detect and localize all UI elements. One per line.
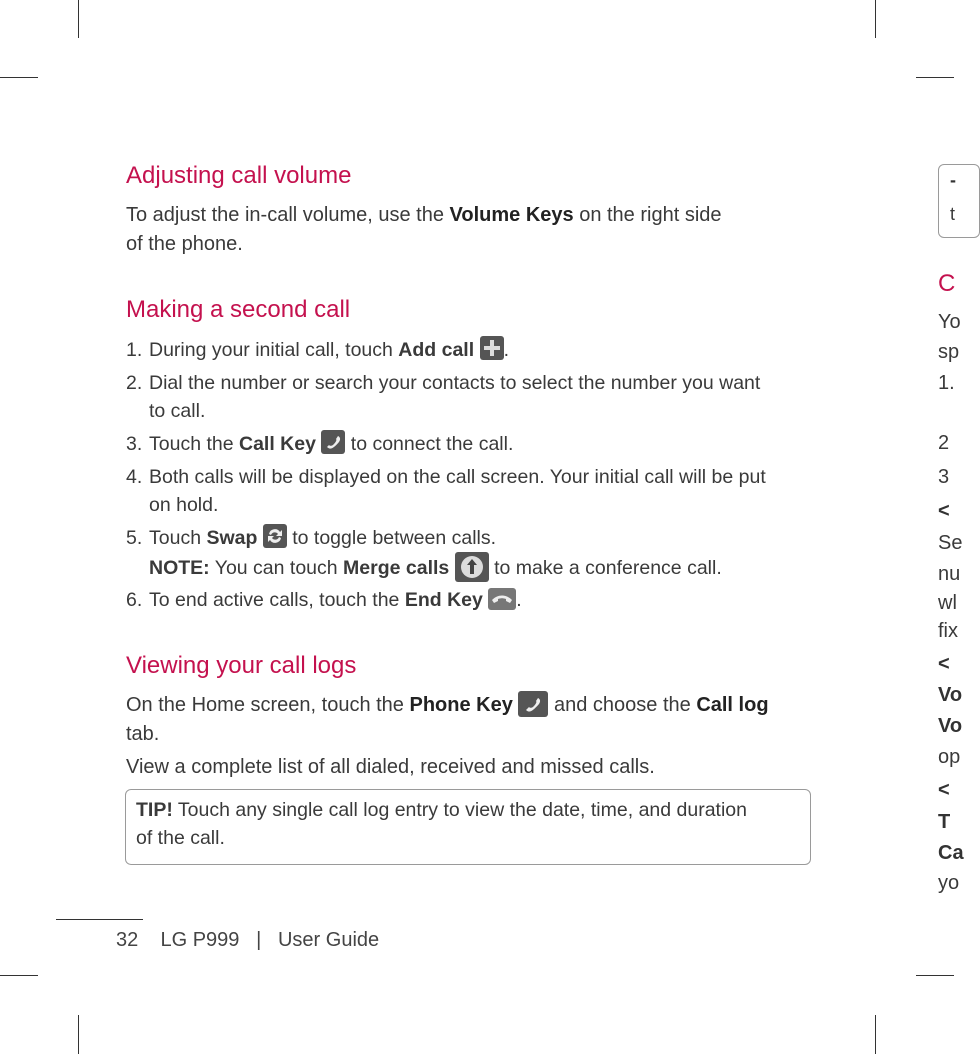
- section-title-volume: Adjusting call volume: [126, 162, 352, 189]
- crop-mark: [916, 975, 954, 976]
- section-title-second-call: Making a second call: [126, 296, 351, 323]
- fragment: wl: [938, 592, 957, 614]
- fragment: sp: [938, 341, 960, 363]
- list-item: 5. Touch Swap to toggle between calls. NOTE: You can touch Merge calls to make a conference call.: [126, 524, 816, 580]
- crop-mark: [78, 0, 79, 38]
- crop-mark: [916, 77, 954, 78]
- crop-mark: [0, 975, 38, 976]
- fragment: yo: [938, 872, 960, 894]
- next-page-tip-box: [938, 164, 980, 238]
- fragment: t: [950, 204, 956, 224]
- crop-mark: [875, 0, 876, 38]
- fragment: op: [938, 746, 961, 768]
- footer-rule: [56, 919, 143, 920]
- fragment: Vo: [938, 715, 963, 737]
- section-title-call-logs: Viewing your call logs: [126, 652, 357, 679]
- add-call-icon: [480, 336, 504, 360]
- fragment: 2: [938, 432, 950, 454]
- fragment: <: [938, 779, 950, 801]
- list-item: 1. During your initial call, touch Add call .: [126, 336, 816, 364]
- volume-paragraph: To adjust the in-call volume, use the Volume Keys on the right side of the phone.: [126, 204, 722, 255]
- merge-calls-icon: [455, 552, 489, 582]
- note-label: NOTE:: [149, 557, 210, 579]
- list-item: 3. Touch the Call Key to connect the call.: [126, 430, 816, 458]
- fragment: 3: [938, 466, 950, 488]
- fragment: fix: [938, 620, 958, 642]
- list-item: 2. Dial the number or search your contacts to select the number you want to call.: [126, 372, 761, 422]
- fragment: <: [938, 653, 950, 675]
- fragment-heading: C: [938, 270, 956, 297]
- swap-icon: [263, 524, 287, 548]
- page-number: 32: [116, 929, 139, 951]
- fragment: <: [938, 500, 950, 522]
- crop-mark: [78, 1015, 79, 1054]
- model-name: LG P999: [160, 929, 240, 951]
- tip-box: TIP! Touch any single call log entry to view the date, time, and duration of the call.: [125, 789, 811, 865]
- list-item: 6. To end active calls, touch the End Key .: [126, 589, 522, 611]
- crop-mark: [0, 77, 38, 78]
- list-item: 4. Both calls will be displayed on the call screen. Your initial call will be put on hold.: [126, 466, 766, 516]
- fragment: nu: [938, 563, 961, 585]
- fragment: Vo: [938, 684, 963, 706]
- phone-icon: [518, 691, 548, 717]
- fragment: Ca: [938, 842, 964, 864]
- call-logs-paragraph-2: View a complete list of all dialed, received and missed calls.: [126, 756, 655, 778]
- fragment: Se: [938, 532, 963, 554]
- end-call-icon: [488, 588, 516, 610]
- footer: 32 LG P999 | User Guide: [116, 929, 380, 951]
- fragment: 1.: [938, 372, 955, 394]
- crop-mark: [875, 1015, 876, 1054]
- call-logs-paragraph: On the Home screen, touch the Phone Key and choose the Call log tab.: [126, 691, 816, 749]
- phone-icon: [321, 430, 345, 454]
- tip-label: TIP!: [136, 799, 173, 821]
- fragment: T: [938, 811, 951, 833]
- guide-label: User Guide: [277, 929, 380, 951]
- fragment: Yo: [938, 311, 961, 333]
- fragment: -: [950, 170, 956, 190]
